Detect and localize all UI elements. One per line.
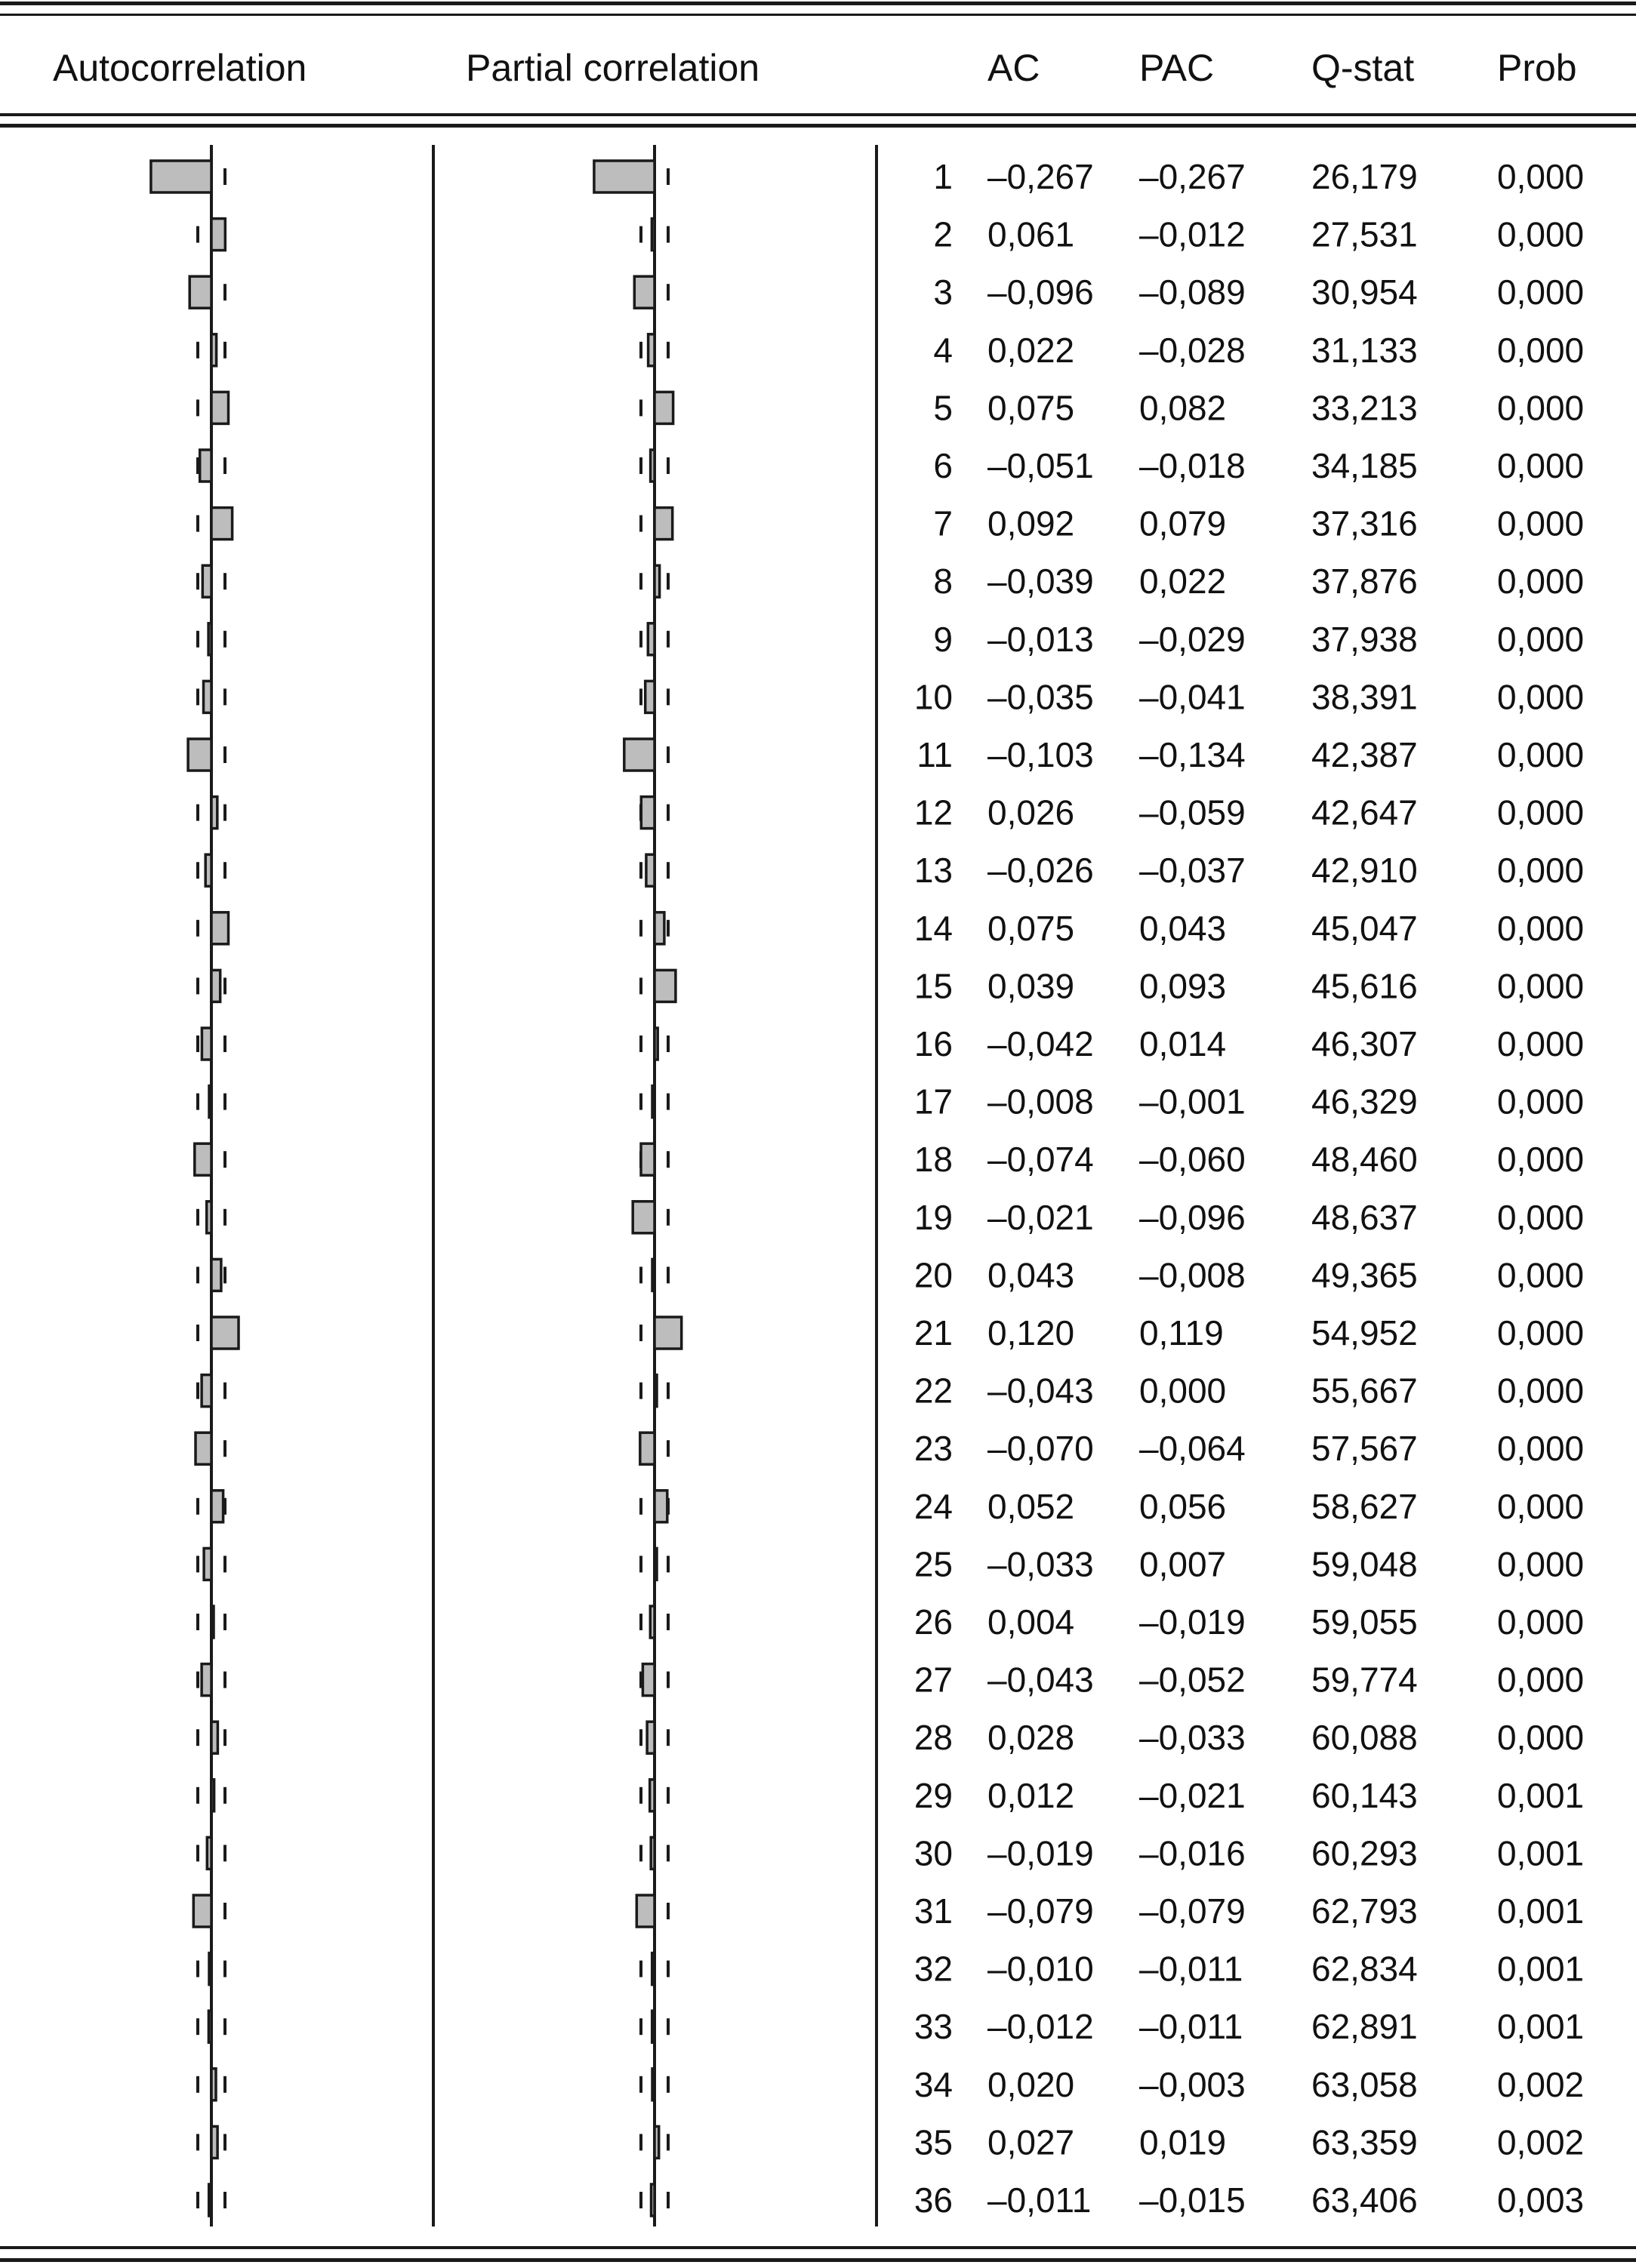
qstat-cell: 57,567 [1311, 1429, 1418, 1469]
lag-cell: 27 [914, 1660, 953, 1700]
prob-cell: 0,000 [1497, 966, 1585, 1006]
lag-cell: 32 [914, 1949, 953, 1989]
qstat-cell: 62,793 [1311, 1891, 1418, 1931]
lag-cell: 10 [914, 677, 953, 717]
ac-cell: 0,027 [987, 2122, 1075, 2162]
pac-cell: –0,134 [1139, 735, 1246, 774]
autocorrelation-bar [204, 1548, 211, 1580]
ac-cell: –0,039 [987, 562, 1094, 602]
prob-cell: 0,000 [1497, 1660, 1585, 1700]
qstat-cell: 42,387 [1311, 735, 1418, 774]
ac-cell: 0,061 [987, 214, 1075, 254]
ac-cell: –0,051 [987, 446, 1094, 485]
qstat-cell: 27,531 [1311, 214, 1418, 254]
pac-cell: 0,079 [1139, 503, 1227, 543]
partial-correlation-bar [624, 739, 655, 771]
lag-cell: 20 [914, 1255, 953, 1295]
qstat-cell: 34,185 [1311, 446, 1418, 485]
header-pac: PAC [1139, 47, 1215, 89]
prob-cell: 0,001 [1497, 1775, 1585, 1815]
ac-cell: 0,075 [987, 908, 1075, 948]
lag-cell: 14 [914, 908, 953, 948]
partial-correlation-bar [633, 1202, 655, 1233]
ac-cell: 0,052 [987, 1486, 1075, 1526]
pac-cell: 0,119 [1139, 1313, 1224, 1352]
autocorrelation-bar [202, 1028, 211, 1060]
qstat-cell: 58,627 [1311, 1486, 1418, 1526]
prob-cell: 0,001 [1497, 1891, 1585, 1931]
autocorrelation-bar [202, 1375, 211, 1407]
ac-cell: –0,267 [987, 157, 1094, 196]
autocorrelation-bar [211, 912, 229, 944]
autocorrelation-bar [208, 2011, 211, 2042]
pac-cell: 0,019 [1139, 2122, 1227, 2162]
qstat-cell: 48,460 [1311, 1140, 1418, 1180]
partial-correlation-bar [655, 1375, 657, 1407]
pac-cell: –0,016 [1139, 1833, 1246, 1873]
autocorrelation-bar [211, 2069, 216, 2100]
qstat-cell: 42,647 [1311, 792, 1418, 832]
autocorrelation-bar [208, 623, 211, 655]
pac-cell: –0,033 [1139, 1718, 1246, 1758]
lag-cell: 31 [914, 1891, 953, 1931]
partial-correlation-bar [655, 1028, 658, 1060]
lag-cell: 4 [933, 330, 953, 370]
partial-correlation-bar [652, 1259, 655, 1291]
autocorrelation-bar [211, 1606, 214, 1638]
pac-cell: –0,015 [1139, 2180, 1246, 2220]
pac-cell: 0,093 [1139, 966, 1227, 1006]
qstat-cell: 38,391 [1311, 677, 1418, 717]
ac-cell: –0,019 [987, 1833, 1094, 1873]
qstat-cell: 45,047 [1311, 908, 1418, 948]
prob-cell: 0,002 [1497, 2064, 1585, 2104]
autocorrelation-bar [202, 1664, 211, 1696]
partial-correlation-bar [641, 1143, 655, 1175]
partial-correlation-bar [651, 450, 655, 482]
partial-correlation-bar [652, 219, 655, 251]
prob-cell: 0,000 [1497, 1255, 1585, 1295]
prob-cell: 0,000 [1497, 446, 1585, 485]
autocorrelation-bar [189, 276, 211, 308]
prob-cell: 0,001 [1497, 1833, 1585, 1873]
header-prob: Prob [1497, 47, 1577, 89]
pac-cell: 0,022 [1139, 562, 1227, 602]
ac-cell: 0,075 [987, 388, 1075, 428]
qstat-cell: 37,876 [1311, 562, 1418, 602]
prob-cell: 0,000 [1497, 1140, 1585, 1180]
qstat-cell: 63,359 [1311, 2122, 1418, 2162]
pac-cell: 0,014 [1139, 1024, 1227, 1063]
prob-cell: 0,000 [1497, 1024, 1585, 1063]
lag-cell: 11 [917, 735, 953, 774]
ac-cell: –0,026 [987, 851, 1094, 891]
autocorrelation-bar [211, 1722, 217, 1753]
lag-cell: 1 [933, 157, 953, 196]
pac-cell: –0,028 [1139, 330, 1246, 370]
ac-cell: –0,008 [987, 1082, 1094, 1122]
partial-correlation-bar [655, 1491, 667, 1522]
qstat-cell: 60,143 [1311, 1775, 1418, 1815]
qstat-cell: 26,179 [1311, 157, 1418, 196]
autocorrelation-bar [211, 1491, 223, 1522]
pac-cell: –0,012 [1139, 214, 1246, 254]
lag-cell: 34 [914, 2064, 953, 2104]
header-autocorrelation: Autocorrelation [53, 47, 307, 89]
partial-correlation-bar [655, 912, 664, 944]
autocorrelation-bar [211, 1259, 221, 1291]
lag-cell: 3 [933, 272, 953, 312]
pac-cell: 0,043 [1139, 908, 1227, 948]
ac-cell: 0,092 [987, 503, 1075, 543]
ac-cell: –0,010 [987, 1949, 1094, 1989]
qstat-cell: 42,910 [1311, 851, 1418, 891]
lag-cell: 5 [933, 388, 953, 428]
ac-cell: –0,074 [987, 1140, 1094, 1180]
partial-correlation-bar [634, 276, 655, 308]
autocorrelation-bar [207, 1837, 211, 1869]
autocorrelation-bar [211, 392, 229, 423]
ac-cell: –0,079 [987, 1891, 1094, 1931]
prob-cell: 0,000 [1497, 1544, 1585, 1584]
autocorrelation-bar [193, 1895, 211, 1927]
pac-cell: –0,059 [1139, 792, 1246, 832]
ac-cell: 0,026 [987, 792, 1075, 832]
ac-cell: 0,120 [987, 1313, 1075, 1352]
partial-correlation-bar [655, 970, 676, 1002]
prob-cell: 0,000 [1497, 1197, 1585, 1237]
qstat-cell: 49,365 [1311, 1255, 1418, 1295]
autocorrelation-bar [209, 2184, 211, 2216]
partial-correlation-bar [652, 1086, 655, 1118]
qstat-cell: 59,774 [1311, 1660, 1418, 1700]
ac-cell: –0,043 [987, 1371, 1094, 1411]
ac-cell: –0,096 [987, 272, 1094, 312]
pac-cell: 0,007 [1139, 1544, 1227, 1584]
qstat-cell: 46,329 [1311, 1082, 1418, 1122]
partial-correlation-bar [655, 392, 673, 423]
pac-cell: –0,029 [1139, 619, 1246, 659]
pac-cell: –0,021 [1139, 1775, 1246, 1815]
qstat-cell: 30,954 [1311, 272, 1418, 312]
qstat-cell: 62,834 [1311, 1949, 1418, 1989]
header-ac: AC [987, 47, 1040, 89]
ac-cell: 0,020 [987, 2064, 1075, 2104]
prob-cell: 0,000 [1497, 214, 1585, 254]
pac-cell: –0,019 [1139, 1602, 1246, 1642]
autocorrelation-bar [211, 1780, 214, 1811]
prob-cell: 0,000 [1497, 1718, 1585, 1758]
autocorrelation-bar [211, 797, 217, 829]
prob-cell: 0,000 [1497, 619, 1585, 659]
qstat-cell: 63,406 [1311, 2180, 1418, 2220]
ac-cell: 0,039 [987, 966, 1075, 1006]
ac-cell: 0,043 [987, 1255, 1075, 1295]
autocorrelation-bar [151, 161, 211, 192]
autocorrelation-bar [195, 1143, 211, 1175]
autocorrelation-bar [188, 739, 211, 771]
qstat-cell: 60,293 [1311, 1833, 1418, 1873]
lag-cell: 22 [914, 1371, 953, 1411]
pac-cell: –0,079 [1139, 1891, 1246, 1931]
ac-cell: –0,103 [987, 735, 1094, 774]
lag-cell: 33 [914, 2007, 953, 2047]
lag-cell: 12 [914, 792, 953, 832]
lag-cell: 36 [914, 2180, 953, 2220]
prob-cell: 0,000 [1497, 562, 1585, 602]
pac-cell: –0,060 [1139, 1140, 1246, 1180]
pac-cell: –0,008 [1139, 1255, 1246, 1295]
prob-cell: 0,000 [1497, 388, 1585, 428]
autocorrelation-bar [196, 1433, 211, 1464]
lag-cell: 26 [914, 1602, 953, 1642]
pac-cell: 0,056 [1139, 1486, 1227, 1526]
partial-correlation-bar [649, 334, 655, 366]
partial-correlation-bar [655, 1548, 657, 1580]
pac-cell: –0,267 [1139, 157, 1246, 196]
lag-cell: 2 [933, 214, 953, 254]
prob-cell: 0,000 [1497, 908, 1585, 948]
lag-cell: 25 [914, 1544, 953, 1584]
partial-correlation-bar [652, 2069, 655, 2100]
autocorrelation-bar [211, 970, 220, 1002]
lag-cell: 7 [933, 503, 953, 543]
lag-cell: 24 [914, 1486, 953, 1526]
partial-correlation-bar [655, 565, 660, 597]
partial-correlation-bar [652, 2011, 655, 2042]
prob-cell: 0,000 [1497, 677, 1585, 717]
qstat-cell: 59,048 [1311, 1544, 1418, 1584]
lag-cell: 18 [914, 1140, 953, 1180]
autocorrelation-bar [200, 450, 211, 482]
lag-cell: 21 [914, 1313, 953, 1352]
qstat-cell: 46,307 [1311, 1024, 1418, 1063]
prob-cell: 0,000 [1497, 735, 1585, 774]
qstat-cell: 63,058 [1311, 2064, 1418, 2104]
partial-correlation-bar [645, 681, 655, 712]
partial-correlation-bar [655, 1317, 682, 1349]
lag-cell: 9 [933, 619, 953, 659]
partial-correlation-bar [642, 1664, 655, 1696]
prob-cell: 0,000 [1497, 272, 1585, 312]
ac-cell: –0,013 [987, 619, 1094, 659]
lag-cell: 29 [914, 1775, 953, 1815]
pac-cell: –0,089 [1139, 272, 1246, 312]
autocorrelation-bar [211, 1317, 239, 1349]
autocorrelation-bar [207, 1202, 211, 1233]
prob-cell: 0,000 [1497, 1486, 1585, 1526]
prob-cell: 0,000 [1497, 1313, 1585, 1352]
prob-cell: 0,001 [1497, 2007, 1585, 2047]
autocorrelation-bar [202, 565, 211, 597]
ac-cell: –0,012 [987, 2007, 1094, 2047]
autocorrelation-bar [204, 681, 212, 712]
lag-cell: 16 [914, 1024, 953, 1063]
ac-cell: –0,011 [987, 2180, 1092, 2220]
prob-cell: 0,001 [1497, 1949, 1585, 1989]
pac-cell: –0,011 [1139, 1949, 1243, 1989]
ac-cell: 0,012 [987, 1775, 1075, 1815]
ac-cell: –0,035 [987, 677, 1094, 717]
prob-cell: 0,000 [1497, 157, 1585, 196]
prob-cell: 0,000 [1497, 503, 1585, 543]
partial-correlation-bar [641, 797, 655, 829]
prob-cell: 0,000 [1497, 1602, 1585, 1642]
partial-correlation-bar [646, 854, 655, 886]
lag-cell: 28 [914, 1718, 953, 1758]
prob-cell: 0,003 [1497, 2180, 1585, 2220]
partial-correlation-bar [655, 2126, 659, 2158]
qstat-cell: 62,891 [1311, 2007, 1418, 2047]
header-partial-correlation: Partial correlation [466, 47, 760, 89]
pac-cell: –0,018 [1139, 446, 1246, 485]
qstat-cell: 45,616 [1311, 966, 1418, 1006]
autocorrelation-bar [209, 1953, 211, 1985]
qstat-cell: 37,316 [1311, 503, 1418, 543]
lag-cell: 13 [914, 851, 953, 891]
qstat-cell: 55,667 [1311, 1371, 1418, 1411]
partial-correlation-bar [594, 161, 655, 192]
partial-correlation-bar [636, 1895, 655, 1927]
lag-cell: 23 [914, 1429, 953, 1469]
prob-cell: 0,000 [1497, 851, 1585, 891]
pac-cell: –0,064 [1139, 1429, 1246, 1469]
pac-cell: –0,001 [1139, 1082, 1246, 1122]
lag-cell: 15 [914, 966, 953, 1006]
pac-cell: –0,003 [1139, 2064, 1246, 2104]
partial-correlation-bar [655, 508, 673, 540]
prob-cell: 0,000 [1497, 330, 1585, 370]
qstat-cell: 60,088 [1311, 1718, 1418, 1758]
ac-cell: –0,033 [987, 1544, 1094, 1584]
qstat-cell: 59,055 [1311, 1602, 1418, 1642]
lag-cell: 19 [914, 1197, 953, 1237]
lag-cell: 30 [914, 1833, 953, 1873]
pac-cell: –0,052 [1139, 1660, 1246, 1700]
qstat-cell: 37,938 [1311, 619, 1418, 659]
pac-cell: 0,082 [1139, 388, 1227, 428]
lag-cell: 8 [933, 562, 953, 602]
partial-correlation-bar [647, 1722, 655, 1753]
ac-cell: 0,028 [987, 1718, 1075, 1758]
ac-cell: –0,070 [987, 1429, 1094, 1469]
autocorrelation-bar [211, 334, 217, 366]
pac-cell: –0,041 [1139, 677, 1246, 717]
lag-cell: 6 [933, 446, 953, 485]
qstat-cell: 48,637 [1311, 1197, 1418, 1237]
prob-cell: 0,000 [1497, 792, 1585, 832]
partial-correlation-bar [650, 1606, 655, 1638]
autocorrelation-bar [211, 508, 233, 540]
qstat-cell: 33,213 [1311, 388, 1418, 428]
ac-cell: –0,043 [987, 1660, 1094, 1700]
pac-cell: –0,096 [1139, 1197, 1246, 1237]
ac-cell: –0,042 [987, 1024, 1094, 1063]
autocorrelation-bar [211, 2126, 217, 2158]
pac-cell: –0,037 [1139, 851, 1246, 891]
lag-cell: 17 [914, 1082, 953, 1122]
partial-correlation-bar [650, 1780, 655, 1811]
lag-cell: 35 [914, 2122, 953, 2162]
prob-cell: 0,002 [1497, 2122, 1585, 2162]
partial-correlation-bar [651, 1837, 655, 1869]
partial-correlation-bar [652, 1953, 655, 1985]
partial-correlation-bar [652, 2184, 655, 2216]
autocorrelation-bar [205, 854, 211, 886]
qstat-cell: 54,952 [1311, 1313, 1418, 1352]
pac-cell: –0,011 [1139, 2007, 1243, 2047]
ac-cell: 0,004 [987, 1602, 1075, 1642]
prob-cell: 0,000 [1497, 1371, 1585, 1411]
pac-cell: 0,000 [1139, 1371, 1227, 1411]
partial-correlation-bar [648, 623, 655, 655]
prob-cell: 0,000 [1497, 1082, 1585, 1122]
autocorrelation-bar [209, 1086, 211, 1118]
partial-correlation-bar [640, 1433, 655, 1464]
autocorrelation-bar [211, 219, 225, 251]
qstat-cell: 31,133 [1311, 330, 1418, 370]
ac-cell: 0,022 [987, 330, 1075, 370]
prob-cell: 0,000 [1497, 1429, 1585, 1469]
header-qstat: Q-stat [1311, 47, 1415, 89]
ac-cell: –0,021 [987, 1197, 1094, 1237]
